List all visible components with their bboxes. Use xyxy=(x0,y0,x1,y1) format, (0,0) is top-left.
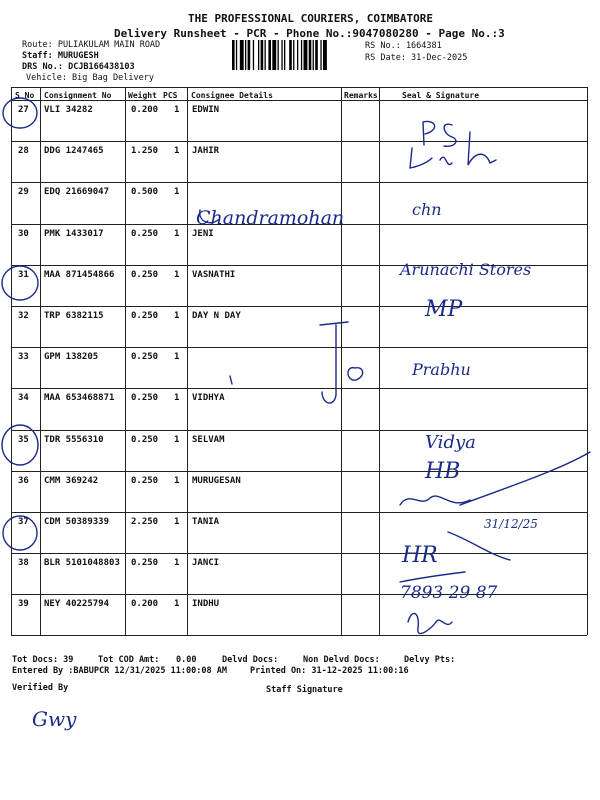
handwritten-mp: MP xyxy=(425,297,463,322)
row-consignment-no: BLR 5101048803 xyxy=(44,558,120,569)
row-consignee: JAHIR xyxy=(192,146,220,157)
delivery-points: Delvy Pts: xyxy=(404,655,456,665)
staff-label: Staff: MURUGESH xyxy=(22,51,99,61)
route-label: Route: PULIAKULAM MAIN ROAD xyxy=(22,40,161,50)
row-pcs: 1 xyxy=(174,393,180,404)
col-header-seal: Seal & Signature xyxy=(402,91,480,100)
signature-27 xyxy=(423,121,456,146)
signature-32-j xyxy=(320,322,348,403)
row-sno: 32 xyxy=(18,311,29,321)
scribble-line xyxy=(460,452,590,505)
row-sno: 39 xyxy=(18,599,29,610)
row-consignee: DAY N DAY xyxy=(192,311,241,321)
rs-number: RS No.: 1664381 xyxy=(365,41,442,51)
total-cod-label: Tot COD Amt: xyxy=(98,655,160,665)
row-weight: 0.250 xyxy=(131,393,159,404)
row-weight: 0.200 xyxy=(131,105,159,115)
row-sno: 27 xyxy=(18,105,29,115)
col-header-remarks: Remarks xyxy=(344,91,378,100)
row-pcs: 1 xyxy=(174,269,180,280)
row-weight: 1.250 xyxy=(131,146,159,157)
sno-circle-mark xyxy=(3,98,37,128)
row-consignee: EDWIN xyxy=(192,105,220,115)
row-consignment-no: MAA 653468871 xyxy=(44,393,115,404)
row-sno: 36 xyxy=(18,475,29,486)
row-pcs: 1 xyxy=(174,599,180,610)
row-consignment-no: TDR 5556310 xyxy=(44,434,104,445)
staff-signature-label: Staff Signature xyxy=(266,685,343,695)
handwritten-chandramohan: Chandramohan xyxy=(196,207,345,229)
row-sno: 30 xyxy=(18,228,29,239)
row-weight: 0.250 xyxy=(131,228,159,239)
total-cod-amount: 0.00 xyxy=(176,655,197,665)
row-consignment-no: TRP 6382115 xyxy=(44,311,104,321)
handwritten-sig-33: Prabhu xyxy=(412,360,471,379)
row-consignee: SELVAM xyxy=(192,434,225,445)
row-consignment-no: CMM 369242 xyxy=(44,475,99,486)
sno-circle-mark xyxy=(3,516,37,550)
ink-tick xyxy=(230,376,232,384)
row-pcs: 1 xyxy=(174,105,180,115)
col-header-pcs: PCS xyxy=(163,91,178,100)
row-pcs: 1 xyxy=(174,187,180,198)
rs-date: RS Date: 31-Dec-2025 xyxy=(365,53,468,63)
row-weight: 0.250 xyxy=(131,269,159,280)
row-pcs: 1 xyxy=(174,228,180,239)
row-weight: 0.250 xyxy=(131,475,159,486)
handwritten-vidya: Vidya xyxy=(425,432,476,453)
row-weight: 0.200 xyxy=(131,599,159,610)
row-pcs: 1 xyxy=(174,434,180,445)
row-consignment-no: DDG 1247465 xyxy=(44,146,104,157)
scribble-line xyxy=(448,532,510,560)
row-weight: 0.250 xyxy=(131,558,159,569)
row-consignment-no: PMK 1433017 xyxy=(44,228,104,239)
col-header-consignee: Consignee Details xyxy=(191,91,273,100)
row-sno: 33 xyxy=(18,352,29,363)
row-sno: 28 xyxy=(18,146,29,157)
row-consignee: INDHU xyxy=(192,599,220,610)
col-header-sno: S No xyxy=(15,91,35,100)
row-consignee: JENI xyxy=(192,228,214,239)
signature-39 xyxy=(408,613,452,633)
row-sno: 38 xyxy=(18,558,29,569)
signature-38 xyxy=(400,572,465,582)
row-consignee: TANIA xyxy=(192,517,220,527)
row-weight: 2.250 xyxy=(131,517,159,527)
verified-by-label: Verified By xyxy=(12,683,69,693)
signature-36 xyxy=(400,496,470,505)
handwritten-sig-29: chn xyxy=(412,200,442,219)
row-pcs: 1 xyxy=(174,517,180,527)
row-weight: 0.250 xyxy=(131,434,159,445)
row-weight: 0.500 xyxy=(131,187,159,198)
company-title: THE PROFESSIONAL COURIERS, COIMBATORE xyxy=(188,12,434,25)
handwritten-hb: HB xyxy=(425,459,461,484)
handwritten-date-36: 31/12/25 xyxy=(484,517,538,531)
row-sno: 34 xyxy=(18,393,29,404)
row-consignment-no: GPM 138205 xyxy=(44,352,99,363)
row-consignment-no: VLI 34282 xyxy=(44,105,93,115)
handwritten-phone-38: 7893 29 87 xyxy=(400,583,498,603)
row-sno: 35 xyxy=(18,434,29,445)
row-pcs: 1 xyxy=(174,352,180,363)
row-consignee: VASNATHI xyxy=(192,269,236,280)
row-sno: 29 xyxy=(18,187,29,198)
col-header-weight: Weight xyxy=(128,91,157,100)
delivered-docs: Delvd Docs: xyxy=(222,655,279,665)
printed-on: Printed On: 31-12-2025 11:00:16 xyxy=(250,666,409,676)
row-pcs: 1 xyxy=(174,475,180,486)
row-sno: 37 xyxy=(18,517,29,527)
handwritten-hr: HR xyxy=(402,543,438,568)
non-delivered-docs: Non Delvd Docs: xyxy=(303,655,380,665)
row-pcs: 1 xyxy=(174,311,180,321)
drs-label: DRS No.: DCJB166438103 xyxy=(22,62,135,72)
row-consignee: VIDHYA xyxy=(192,393,225,404)
row-consignment-no: EDQ 21669047 xyxy=(44,187,110,198)
row-pcs: 1 xyxy=(174,146,180,157)
handwritten-arunachi: Arunachi Stores xyxy=(400,260,532,279)
row-consignment-no: MAA 871454866 xyxy=(44,269,115,280)
row-consignment-no: NEY 40225794 xyxy=(44,599,110,610)
sno-circle-mark xyxy=(2,425,38,465)
row-weight: 0.250 xyxy=(131,352,159,363)
row-sno: 31 xyxy=(18,269,29,280)
signature-32-o xyxy=(348,368,363,381)
entered-by: Entered By :BABUPCR 12/31/2025 11:00:08 AM xyxy=(12,666,227,676)
row-pcs: 1 xyxy=(174,558,180,569)
row-consignee: JANCI xyxy=(192,558,220,569)
sno-circle-mark xyxy=(2,266,38,300)
row-consignment-no: CDM 50389339 xyxy=(44,517,110,527)
total-docs: Tot Docs: 39 xyxy=(12,655,74,665)
col-header-consignment: Consignment No xyxy=(44,91,112,100)
row-weight: 0.250 xyxy=(131,311,159,321)
runsheet-subtitle: Delivery Runsheet - PCR - Phone No.:9047080280 - Page No.:3 xyxy=(114,27,505,40)
row-consignee: MURUGESAN xyxy=(192,475,241,486)
vehicle-label: Vehicle: Big Bag Delivery xyxy=(26,73,154,83)
drs-number: DCJB166438103 xyxy=(68,62,135,72)
verified-signature: Gwy xyxy=(32,707,77,731)
